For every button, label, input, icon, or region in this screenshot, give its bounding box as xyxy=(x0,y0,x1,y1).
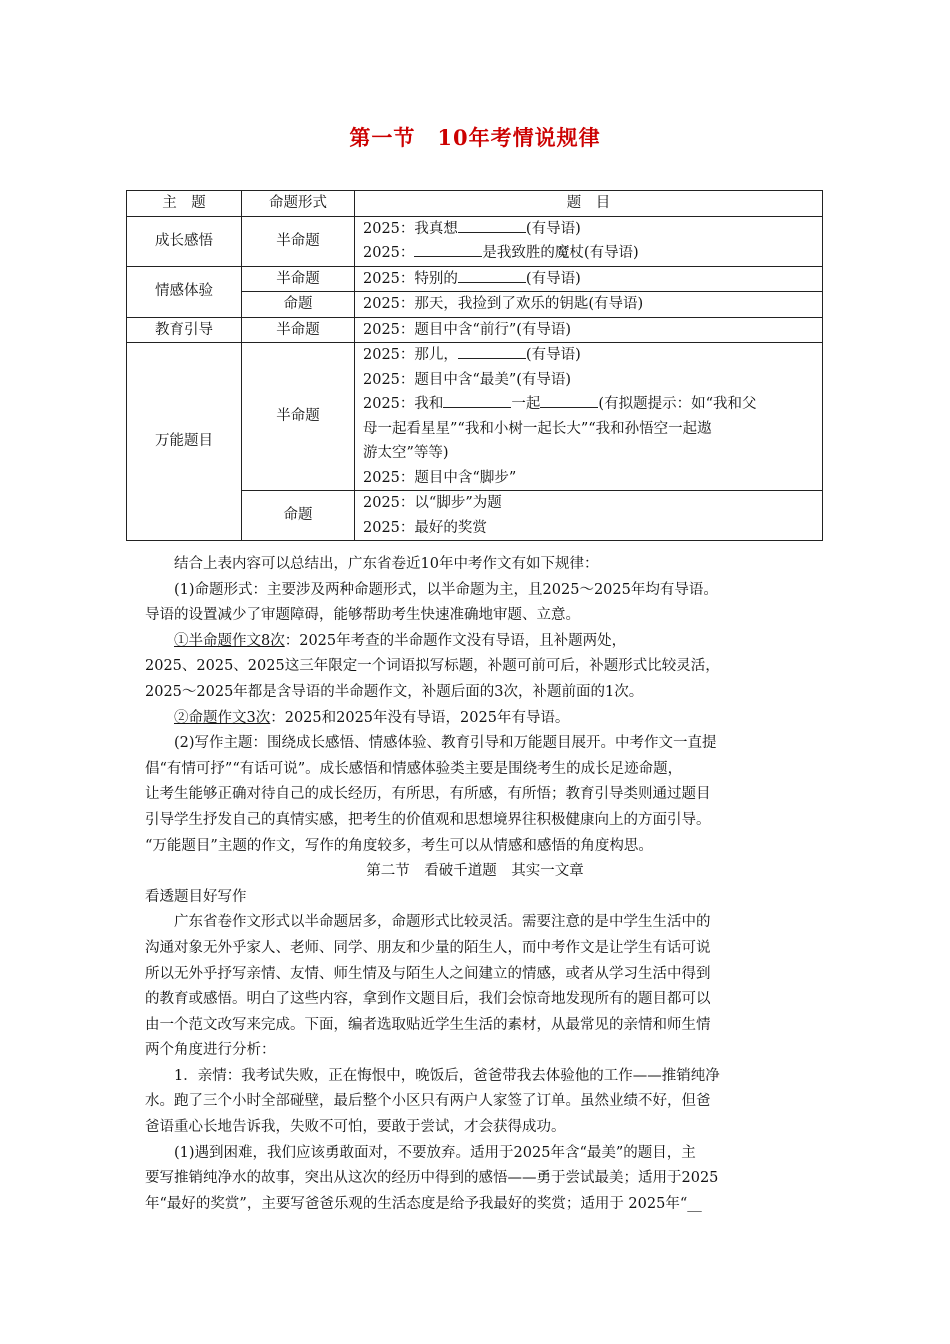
topic-cell: 成长感悟 xyxy=(127,216,242,266)
paragraph: (1)命题形式：主要涉及两种命题形式，以半命题为主，且2025～2025年均有导语。 xyxy=(174,581,718,598)
paragraph: (1)遇到困难，我们应该勇敢面对，不要放弃。适用于2025年含“最美”的题目，主 xyxy=(174,1144,696,1161)
paragraph: (2)写作主题：围绕成长感悟、情感体验、教育引导和万能题目展开。中考作文一直提 xyxy=(174,735,717,752)
form-cell: 半命题 xyxy=(242,216,355,266)
paragraph: 所以无外乎抒写亲情、友情、师生情及与陌生人之间建立的情感，或者从学习生活中得到 xyxy=(145,965,711,982)
table-row xyxy=(127,343,823,491)
paragraph: 2025～2025年都是含导语的半命题作文，补题后面的3次，补题前面的1次。 xyxy=(145,683,644,700)
table-row xyxy=(127,266,823,292)
paragraph: 引导学生抒发自己的真情实感，把考生的价值观和思想境界往积极健康向上的方面引导。 xyxy=(145,811,711,828)
page-title xyxy=(0,122,950,152)
items-cell: 2025：那儿， (有导语) 2025：题目中含“最美”(有导语) 2025：我和 一起 (有拟题提示：如“我和父 母一起看星星”“我和小树一起长大”“我和孙悟空一起遨 游太空”等等) 2025：题目中含“脚步” xyxy=(355,343,823,491)
table-row xyxy=(127,216,823,266)
header-form: 命题形式 xyxy=(242,191,355,217)
items-cell: 2025：那天，我捡到了欢乐的钥匙(有导语) xyxy=(355,292,823,318)
title-section: 第一节 xyxy=(349,125,416,150)
title-text: 10年考情说规律 xyxy=(437,125,601,150)
paragraph: 结合上表内容可以总结出，广东省卷近10年中考作文有如下规律： xyxy=(174,556,599,572)
form-cell: 半命题 xyxy=(242,343,355,491)
paragraph: 2025、2025、2025这三年限定一个词语拟写标题，补题可前可后，补题形式比较灵活， xyxy=(145,658,720,675)
topic-cell: 情感体验 xyxy=(127,266,242,317)
form-cell: 半命题 xyxy=(242,317,355,343)
items-cell: 2025：我真想 (有导语) 2025： 是我致胜的魔杖(有导语) xyxy=(355,216,823,266)
table-header-row xyxy=(127,191,823,217)
items-cell: 2025：特别的 (有导语) xyxy=(355,266,823,292)
paragraph: 的教育或感悟。明白了这些内容，拿到作文题目后，我们会惊奇地发现所有的题目都可以 xyxy=(145,991,711,1008)
paragraph: 倡“有情可抒”“有话可说”。成长感悟和情感体验类主要是围绕考生的成长足迹命题， xyxy=(145,760,683,777)
form-cell: 命题 xyxy=(242,491,355,541)
paragraph: 两个角度进行分析： xyxy=(145,1042,276,1059)
form-cell: 半命题 xyxy=(242,266,355,292)
paragraph: 沟通对象无外乎家人、老师、同学、朋友和少量的陌生人，而中考作文是让学生有话可说 xyxy=(145,939,711,956)
paragraph: 要写推销纯净水的故事，突出从这次的经历中得到的感悟——勇于尝试最美；适用于2025 xyxy=(145,1170,719,1187)
topic-cell: 教育引导 xyxy=(127,317,242,343)
section-heading: 第二节 看破千道题 其实一文章 xyxy=(366,863,584,880)
exam-table xyxy=(126,190,823,541)
paragraph: 由一个范文改写来完成。下面，编者选取贴近学生生活的素材，从最常见的亲情和师生情 xyxy=(145,1016,711,1033)
paragraph: ②命题作文3次：2025和2025年没有导语，2025年有导语。 xyxy=(174,709,570,726)
paragraph: 年“最好的奖赏”，主要写爸爸乐观的生活态度是给予我最好的奖赏；适用于 2025年“__ xyxy=(145,1195,702,1212)
paragraph: 1．亲情：我考试失败，正在悔恨中，晚饭后，爸爸带我去体验他的工作——推销纯净 xyxy=(174,1067,720,1084)
paragraph: ①半命题作文8次：2025年考查的半命题作文没有导语，且补题两处， xyxy=(174,632,627,649)
analysis-text xyxy=(145,552,805,1217)
paragraph: 让考生能够正确对待自己的成长经历，有所思，有所感，有所悟；教育引导类则通过题目 xyxy=(145,786,711,803)
header-title: 题 目 xyxy=(355,191,823,217)
topic-cell: 万能题目 xyxy=(127,343,242,541)
items-cell: 2025：以“脚步”为题 2025：最好的奖赏 xyxy=(355,491,823,541)
subheading: 看透题目好写作 xyxy=(145,888,247,905)
paragraph: 广东省卷作文形式以半命题居多，命题形式比较灵活。需要注意的是中学生生活中的 xyxy=(174,914,711,931)
table-row xyxy=(127,317,823,343)
paragraph: 导语的设置减少了审题障碍，能够帮助考生快速准确地审题、立意。 xyxy=(145,607,580,624)
paragraph: “万能题目”主题的作文，写作的角度较多，考生可以从情感和感悟的角度构思。 xyxy=(145,837,653,854)
paragraph: 水。跑了三个小时全部碰壁，最后整个小区只有两户人家签了订单。虽然业绩不好，但爸 xyxy=(145,1093,711,1110)
form-cell: 命题 xyxy=(242,292,355,318)
items-cell: 2025：题目中含“前行”(有导语) xyxy=(355,317,823,343)
paragraph: 爸语重心长地告诉我，失败不可怕，要敢于尝试，才会获得成功。 xyxy=(145,1119,566,1136)
header-topic: 主 题 xyxy=(127,191,242,217)
